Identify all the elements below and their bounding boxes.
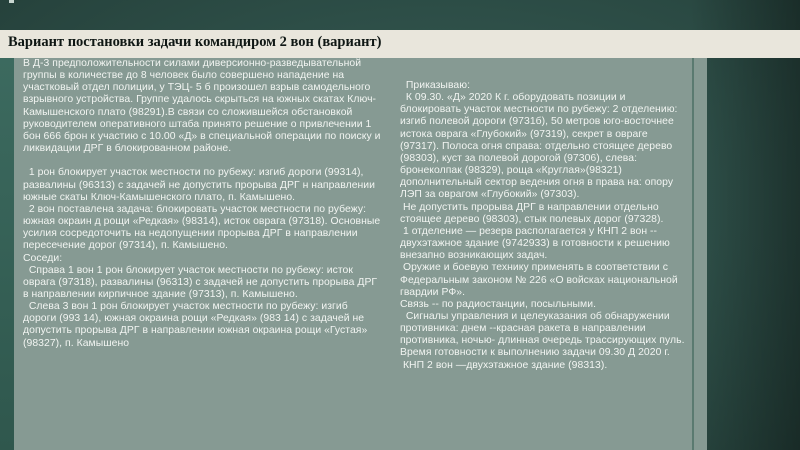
order-positions-paragraph: К 09.30. «Д» 2020 К г. оборудовать позиции и блокировать участок местности по рубежу: 2 отделению: изгиб полевой дороги (9731б), 50 метров юго-восточнее истока оврага «Глубокий» (97319), секрет в овраге (97317). Полоса огня справа: отдельно стоящее дерево (98303), куст за полевой дорогой (97306), слева: бронеколпак (98329), роща «Круглая»(98321) дополнительный сектор ведения огня в права на: опору ЛЭП за оврагом «Глубокий» (97303). xyxy=(400,92,681,201)
order-signals-paragraph: Сигналы управления и целеуказания об обнаружении противника: днем --красная ракета в направлении противника, ночью- длинная очередь трассирующих пуль. xyxy=(400,310,685,347)
order-communication-paragraph: Связь -- по радиостанции, посыльными. xyxy=(400,298,597,310)
right-text-column xyxy=(400,80,686,372)
vzvod-2-task-paragraph: 2 вон поставлена задача: блокировать участок местности по рубежу: южная окраин д рощи «Редкая» (98314), исток оврага (97318). Основные усилия сосредоточить на недопущении прорыва ДРГ в направлении пересечение дорог (97314), п. Камышено. xyxy=(23,203,384,252)
right-neighbor-paragraph: Справа 1 вон 1 рон блокирует участок местности по рубежу: исток оврага (97318), развалины (96313) с задачей не допустить прорыва ДРГ в направлении кирпичное здание (97313), п. Камышено. xyxy=(23,264,381,300)
corner-mark xyxy=(9,0,14,3)
slide-title: Вариант постановки задачи командиром 2 вон (вариант) xyxy=(8,34,382,50)
rota-1-task-paragraph: 1 рон блокирует участок местности по рубежу: изгиб дороги (99314), развалины (96313) с задачей не допустить прорыва ДРГ н направлении южные скаты Ключ-Камышенского плато, п. Камышено. xyxy=(23,167,378,203)
order-weapons-paragraph: Оружие и боевую технику применять в соответствии с Федеральным законом № 226 «О войсках национальной гвардии РФ». xyxy=(400,262,681,298)
order-readiness-paragraph: Время готовности к выполнению задачи 09.30 Д 2020 г. xyxy=(400,347,670,359)
spacer-paragraph xyxy=(23,155,383,167)
order-knp-paragraph: КНП 2 вон —двухэтажное здание (98313). xyxy=(400,359,608,371)
left-text-column xyxy=(23,58,383,350)
order-prevent-paragraph: Не допустить прорыва ДРГ в направлении отдельно стоящее дерево (98303), стык полевых дорог (97328). xyxy=(400,201,664,225)
situation-paragraph: В Д-3 предположительности силами диверсионно-разведывательной группы в количестве до 8 человек было совершено нападение на участковый отдел полиции, у ТЭЦ- 5 б произошел взрыв самодельного взрывного устройства. Группе удалось скрыться на южных скатах Ключ-Камышенского плато (98291).В связи со сложившейся обстановкой руководителем оперативного штаба принято решение о привлечении 1 бон 666 брон к участию с 10.00 «Д» в специальной операции по поиску и ликвидации ДРГ в блокированном районе. xyxy=(23,58,384,155)
order-reserve-paragraph: 1 отделение — резерв располагается у КНП 2 вон -- двухэтажное здание (9742933) в готовности к решению внезапно возникающих задач. xyxy=(400,225,673,262)
left-neighbor-paragraph: Слева 3 вон 1 рон блокирует участок местности по рубежу: изгиб дороги (993 14), южная окраина рощи «Редкая» (983 14) с задачей не допустить прорыва ДРГ в направлении южная окраина рощи «Густая» (98327), п. Камышено xyxy=(23,301,371,349)
order-heading: Приказываю: xyxy=(400,80,471,91)
panel-edge-line xyxy=(692,58,694,450)
neighbors-heading: Соседи: xyxy=(23,252,63,264)
left-accent-strip xyxy=(0,58,14,450)
